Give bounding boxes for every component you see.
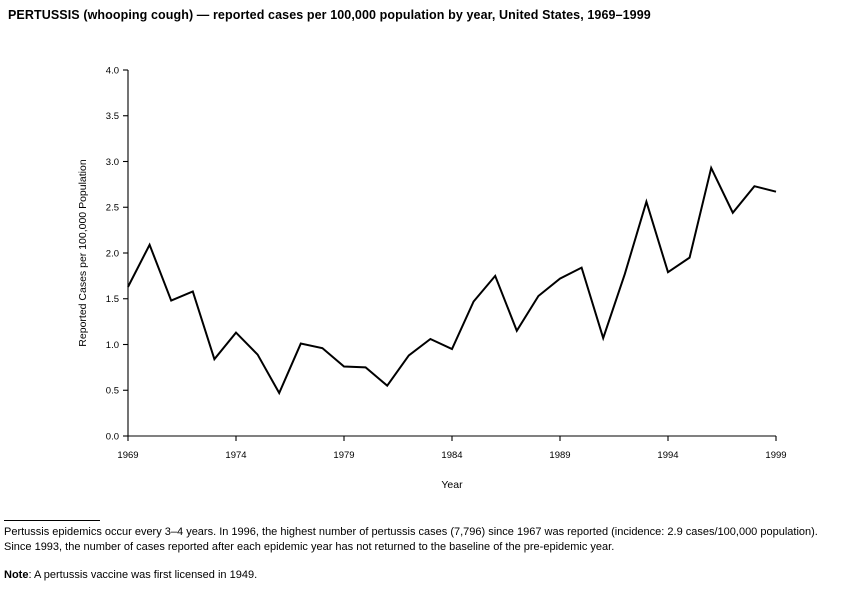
page-title: PERTUSSIS (whooping cough) — reported cases per 100,000 population by year, United States, 1969–1999 [8,8,651,22]
x-tick-label: 1984 [441,450,463,461]
x-tick-label: 1969 [117,450,139,461]
x-axis-title: Year [441,479,463,491]
y-tick-label: 2.0 [105,248,119,260]
y-axis-title: Reported Cases per 100,000 Population [77,159,89,347]
footnote-rule [4,520,100,521]
series-line-pertussis [128,168,776,393]
footnote-line-1: Pertussis epidemics occur every 3–4 years. In 1996, the highest number of pertussis cases (7,796) since 1967 was reported (incidence: 2.9 cases/100,000 population). [4,526,818,538]
y-axis-ticks [106,65,128,442]
y-tick-label: 0.0 [105,431,119,443]
x-axis-ticks [117,436,786,461]
note-text: : A pertussis vaccine was first licensed in 1949. [28,569,258,581]
footnotes-block [4,520,855,583]
y-tick-label: 3.0 [105,156,119,168]
note-line [4,568,855,583]
x-tick-label: 1999 [765,450,787,461]
pertussis-line-chart [0,40,859,500]
y-tick-label: 0.5 [105,385,119,397]
chart-figure [0,40,859,500]
x-tick-label: 1989 [549,450,571,461]
y-tick-label: 3.5 [105,111,119,123]
y-tick-label: 2.5 [105,202,119,214]
y-tick-label: 1.5 [105,294,119,306]
y-tick-label: 4.0 [105,65,119,77]
x-tick-label: 1994 [657,450,679,461]
y-tick-label: 1.0 [105,339,119,351]
footnote-line-2: Since 1993, the number of cases reported after each epidemic year has not returned to the baseline of the pre-epidemic year. [4,540,615,553]
x-tick-label: 1974 [225,450,247,461]
note-label: Note [4,569,29,581]
x-tick-label: 1979 [333,450,355,461]
